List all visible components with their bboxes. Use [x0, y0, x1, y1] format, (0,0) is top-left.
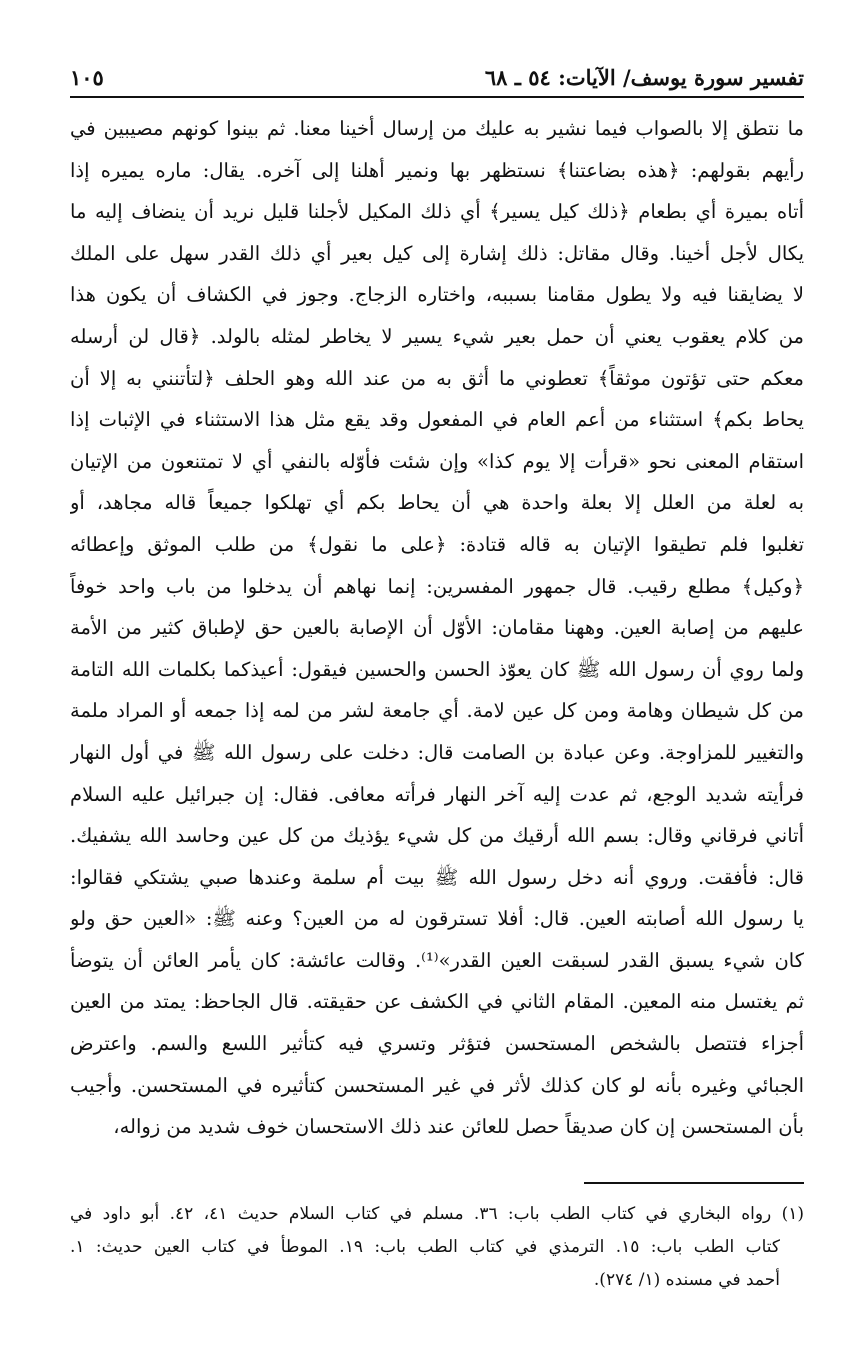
- text-line: بأن المستحسن إن كان صديقاً حصل للعائن عند ذلك الاستحسان خوف شديد من زواله،: [113, 1115, 804, 1139]
- text-line: أجزاء فتتصل بالشخص المستحسن فتؤثر وتسري فيه كتأثير اللسع والسم. واعترض: [70, 1032, 804, 1056]
- text-line: الجبائي وغيره بأنه لو كان كذلك لأثر في غير المستحسن كتأثيره في المستحسن. وأجيب: [70, 1073, 804, 1097]
- text-line: عليهم من إصابة العين. وههنا مقامان: الأوّل أن الإصابة بالعين حق لإطباق كثير من الأمة: [70, 616, 804, 640]
- text-line: لا يضايقنا فيه ولا يطول مقامنا بسببه، واختاره الزجاج. وجوز في الكشاف أن يكون هذا: [70, 283, 804, 307]
- footnote-line: كتاب الطب باب: ١٥. الترمذي في كتاب الطب باب: ١٩. الموطأ في كتاب العين حديث: ١.: [70, 1236, 781, 1257]
- text-line: أتاه بميرة أي بطعام ﴿ذلك كيل يسير﴾ أي ذلك المكيل لأجلنا قليل نريد أن ينضاف إليه ما: [70, 200, 804, 224]
- text-line: تغلبوا فلم تطيقوا الإتيان به قاله قتادة: ﴿على ما نقول﴾ من طلب الموثق وإعطائه: [70, 532, 804, 556]
- page-number: ١٠٥: [70, 65, 104, 90]
- text-line: يحاط بكم﴾ استثناء من أعم العام في المفعول وقد يقع مثل هذا الاستثناء في الإثبات إذا: [70, 408, 804, 432]
- main-text: [70, 108, 804, 1148]
- text-line: فرأيته شديد الوجع، ثم عدت إليه آخر النهار فرأته معافى. فقال: إن جبرائيل عليه السلام: [70, 782, 804, 806]
- footnotes: [70, 1182, 804, 1297]
- text-line: به لعلة من العلل إلا بعلة واحدة هي أن يحاط بكم أي تهلكوا جميعاً قاله مجاهد، أو: [70, 491, 804, 515]
- text-line: كان شيء يسبق القدر لسبقت العين القدر»⁽¹⁾. وقالت عائشة: كان يأمر العائن أن يتوضأ: [70, 948, 804, 972]
- text-line: من كلام يعقوب يعني أن حمل بعير شيء يسير لا يخاطر لمثله بالولد. ﴿قال لن أرسله: [70, 324, 804, 348]
- text-line: معكم حتى تؤتون موثقاً﴾ تعطوني ما أثق به من عند الله وهو الحلف ﴿لتأتنني به إلا أن: [70, 366, 804, 390]
- text-line: والتغيير للمزاوجة. وعن عبادة بن الصامت قال: دخلت على رسول الله ﷺ في أول النهار: [70, 740, 804, 764]
- page-header: [70, 56, 804, 98]
- text-line: أتاني فرقاني وقال: بسم الله أرقيك من كل شيء يؤذيك من كل عين وحاسد الله يشفيك.: [70, 824, 804, 848]
- text-line: ما نتطق إلا بالصواب فيما نشير به عليك من إرسال أخينا معنا. ثم بينوا كونهم مصيبين في: [70, 117, 804, 140]
- text-line: استقام المعنى نحو «قرأت إلا يوم كذا» وإن شئت فأوّله بالنفي أي لا تمتنعون من الإتيان: [70, 449, 804, 473]
- text-line: رأيهم بقولهم: ﴿هذه بضاعتنا﴾ نستظهر بها ونمير أهلنا إلى آخره. يقال: ماره يميره إذا: [70, 158, 804, 182]
- text-line: يكال لأجل أخينا. وقال مقاتل: ذلك إشارة إلى كيل بعير أي ذلك القدر سهل على الملك: [70, 241, 804, 265]
- footnote-line: أحمد في مسنده (١/ ٢٧٤).: [593, 1269, 780, 1290]
- text-line: ﴿وكيل﴾ مطلع رقيب. قال جمهور المفسرين: إنما نهاهم أن يدخلوا من باب واحد خوفاً: [70, 574, 804, 598]
- footnote-list: [70, 1198, 804, 1297]
- text-line: قال: فأفقت. وروي أنه دخل رسول الله ﷺ بيت أم سلمة وعندها صبي يشتكي فقالوا:: [70, 865, 804, 889]
- footnote-line: (١) رواه البخاري في كتاب الطب باب: ٣٦. مسلم في كتاب السلام حديث ٤١، ٤٢. أبو داود في: [70, 1203, 804, 1224]
- text-line: يا رسول الله أصابته العين. قال: أفلا تسترقون له من العين؟ وعنه ﷺ: «العين حق ولو: [70, 907, 804, 931]
- text-line: من كل شيطان وهامة ومن كل عين لامة. أي جامعة لشر من لمه إذا جمعه أو المراد ملمة: [70, 699, 804, 723]
- running-title: تفسير سورة يوسف/ الآيات: ٥٤ ـ ٦٨: [484, 65, 804, 90]
- footnote-separator: [584, 1182, 804, 1184]
- text-line: ثم يغتسل منه المعين. المقام الثاني في الكشف عن حقيقته. قال الجاحظ: يمتد من العين: [70, 990, 804, 1014]
- text-line: ولما روي أن رسول الله ﷺ كان يعوّذ الحسن والحسين فيقول: أعيذكما بكلمات الله التامة: [70, 657, 804, 681]
